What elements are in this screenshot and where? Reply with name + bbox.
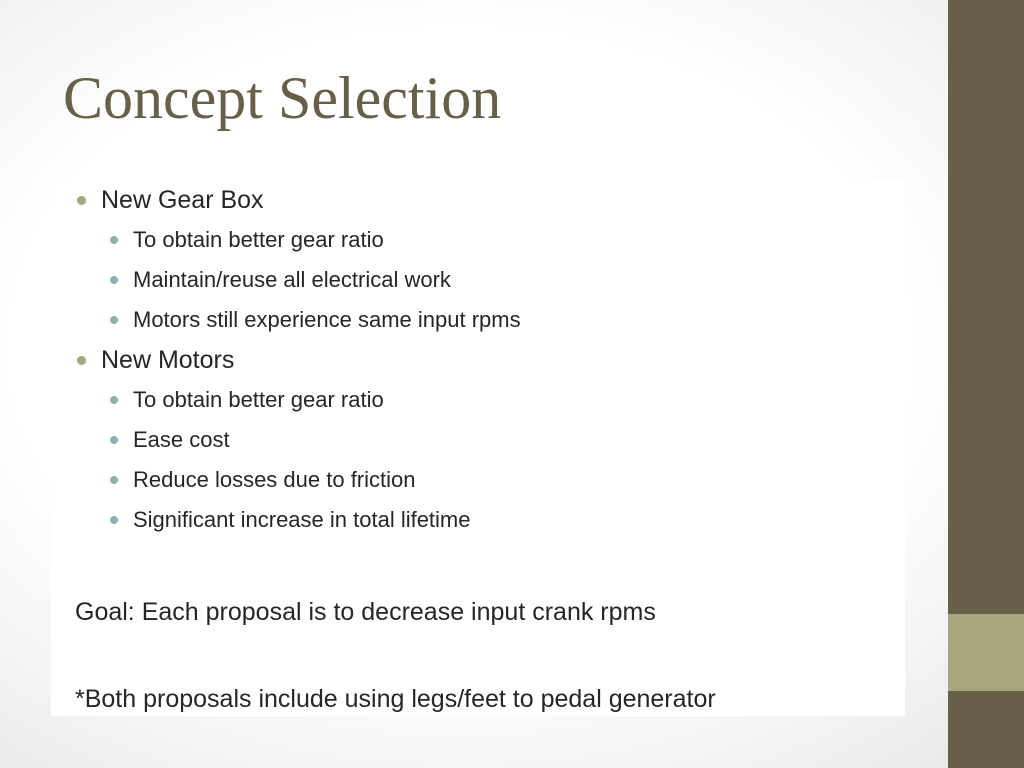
list-item-text: Reduce losses due to friction: [133, 467, 416, 492]
list-item-text: Maintain/reuse all electrical work: [133, 267, 451, 292]
bullet-dot-icon: [77, 196, 86, 205]
list-item-text: Significant increase in total lifetime: [133, 507, 471, 532]
list-item-level2: [51, 460, 905, 500]
bullet-dot-icon: [110, 516, 118, 524]
list-item-level1: [51, 180, 905, 220]
list-item-text: To obtain better gear ratio: [133, 227, 384, 252]
bullet-dot-icon: [110, 476, 118, 484]
list-item-level2: [51, 260, 905, 300]
bullet-dot-icon: [110, 436, 118, 444]
list-item-level1: [51, 340, 905, 380]
list-item-text: New Gear Box: [101, 186, 264, 214]
list-item-level2: [51, 380, 905, 420]
goal-text: Goal: Each proposal is to decrease input crank rpms: [75, 598, 656, 626]
list-item-level2: [51, 420, 905, 460]
list-item-text: New Motors: [101, 346, 235, 374]
list-item-text: To obtain better gear ratio: [133, 387, 384, 412]
list-item-text: Ease cost: [133, 427, 230, 452]
list-item-level2: [51, 300, 905, 340]
list-item-level2: [51, 500, 905, 540]
list-item-text: Motors still experience same input rpms: [133, 307, 521, 332]
bullet-dot-icon: [110, 396, 118, 404]
bullet-dot-icon: [77, 356, 86, 365]
note-text: *Both proposals include using legs/feet to pedal generator: [75, 685, 716, 713]
decorative-side-accent: [948, 614, 1024, 691]
bullet-dot-icon: [110, 276, 118, 284]
content-placeholder: [51, 180, 905, 716]
bullet-dot-icon: [110, 236, 118, 244]
bullet-dot-icon: [110, 316, 118, 324]
bullet-list: [51, 180, 905, 540]
slide-title: Concept Selection: [63, 65, 502, 131]
list-item-level2: [51, 220, 905, 260]
